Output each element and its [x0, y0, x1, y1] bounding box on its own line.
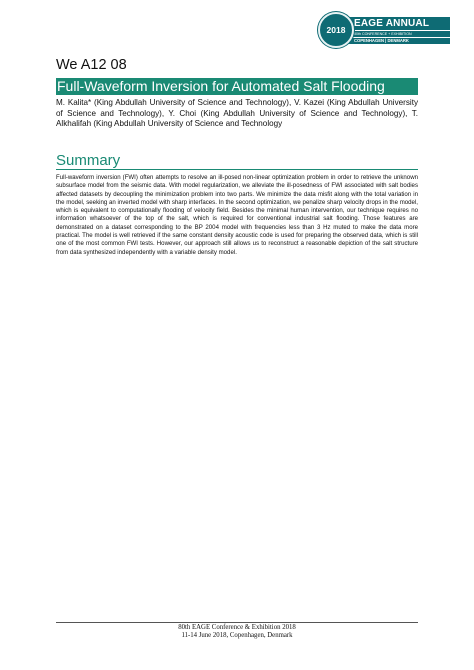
author-list: M. Kalita* (King Abdullah University of Science and Technology), V. Kazei (King Abdullah University of Science and Technology), Y. Choi (King Abdullah University of Science and Technology), T. Alkhalifah (King Abdullah University of Science and Technology — [56, 98, 418, 128]
logo-year-badge: 2018 — [318, 12, 354, 48]
logo-subtitle: 80th CONFERENCE + EXHIBITION — [346, 31, 450, 37]
logo-location: COPENHAGEN | DENMARK — [346, 38, 450, 44]
title-bar — [56, 78, 418, 95]
logo-banner — [346, 17, 450, 44]
footer-dates: 11-14 June 2018, Copenhagen, Denmark — [181, 632, 293, 640]
summary-text: Full-waveform inversion (FWI) often attempts to resolve an ill-posed non-linear optimization problem in order to retrieve the unknown subsurface model from the seismic data. With model regularization, we alleviate the ill-posedness of FWI associated with salt bodies affected datasets by decoupling the minimization problem into two parts. We minimize the data misfit along with the total variation in the model, seeking an inverted model with sharp interfaces. In the second optimization, we penalize sharp velocity drops in the model, which is equivalent to computationally flooding of velocity field. Besides the minimal human intervention, our technique requires no information whatsoever of the top of the salt, which is required for conventional industrial salt flooding. Those features are demonstrated on a dataset corresponding to the BP 2004 model with frequencies less than 3 Hz muted to make the data more practical. The model is well retrieved if the same constant density acoustic code is used for preparing the observed data, which is still one of the most common FWI tests. However, our approach still allows us to reconstruct a reasonable depiction of the salt structure from data synthesized independently with a variable density model. — [56, 174, 418, 256]
paper-title: Full-Waveform Inversion for Automated Salt Flooding — [57, 78, 385, 94]
eage-logo — [318, 12, 448, 46]
summary-heading: Summary — [56, 152, 121, 169]
summary-divider — [56, 169, 418, 170]
footer-conference: 80th EAGE Conference & Exhibition 2018 — [178, 624, 296, 631]
paper-id: We A12 08 — [56, 57, 127, 73]
logo-title: EAGE ANNUAL — [346, 17, 450, 30]
page-footer — [56, 624, 418, 641]
footer-divider — [56, 622, 418, 623]
